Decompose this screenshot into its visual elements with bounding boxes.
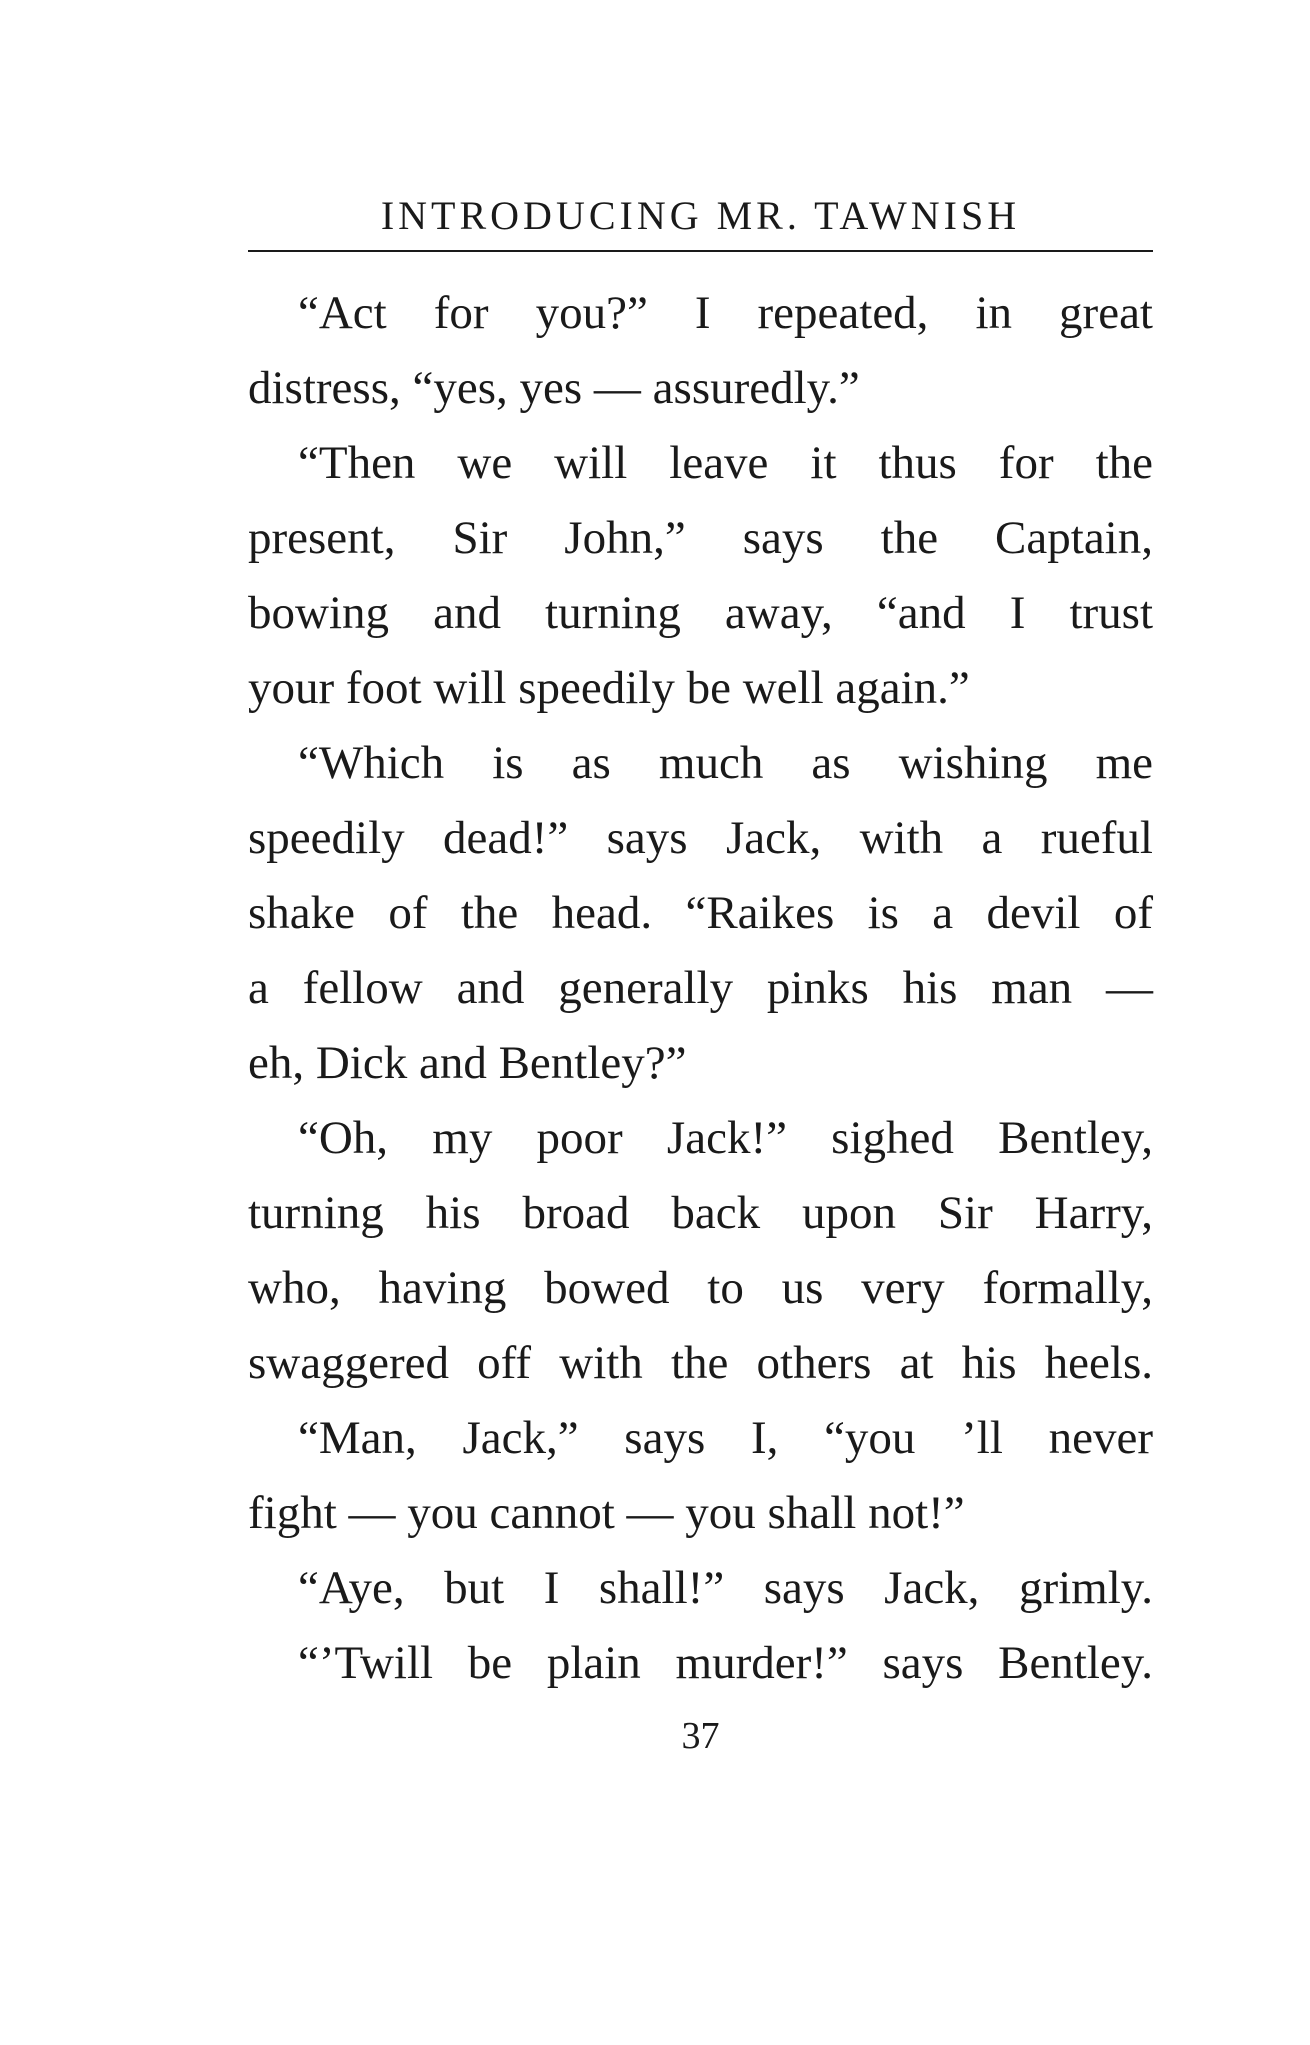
- text-line: “Act for you?” I repeated, in great: [298, 287, 1153, 339]
- text-line: speedily dead!” says Jack, with a rueful: [248, 812, 1153, 864]
- book-page: [248, 190, 1153, 1761]
- running-head: INTRODUCING MR. TAWNISH: [380, 193, 1021, 238]
- text-line: fight — you cannot — you shall not!”: [248, 1487, 965, 1539]
- header-rule: [248, 250, 1153, 252]
- page-number: 37: [681, 1715, 720, 1757]
- text-line: “Oh, my poor Jack!” sighed Bentley,: [298, 1112, 1153, 1164]
- text-line: bowing and turning away, “and I trust: [248, 587, 1153, 639]
- text-line: turning his broad back upon Sir Harry,: [248, 1187, 1153, 1239]
- text-line: “Man, Jack,” says I, “you ’ll never: [298, 1412, 1153, 1464]
- body-text: [248, 276, 1153, 1701]
- text-line: “Then we will leave it thus for the: [298, 437, 1153, 489]
- text-line: “’Twill be plain murder!” says Bentley.: [298, 1637, 1153, 1689]
- text-line: shake of the head. “Raikes is a devil of: [248, 887, 1153, 939]
- text-line: a fellow and generally pinks his man —: [248, 962, 1153, 1014]
- text-line: your foot will speedily be well again.”: [248, 662, 970, 714]
- text-line: distress, “yes, yes — assuredly.”: [248, 362, 860, 414]
- text-line: present, Sir John,” says the Captain,: [248, 512, 1153, 564]
- text-line: “Aye, but I shall!” says Jack, grimly.: [298, 1562, 1153, 1614]
- text-line: eh, Dick and Bentley?”: [248, 1037, 687, 1089]
- text-line: “Which is as much as wishing me: [298, 737, 1153, 789]
- text-line: who, having bowed to us very formally,: [248, 1262, 1153, 1314]
- text-line: swaggered off with the others at his heels.: [248, 1337, 1153, 1389]
